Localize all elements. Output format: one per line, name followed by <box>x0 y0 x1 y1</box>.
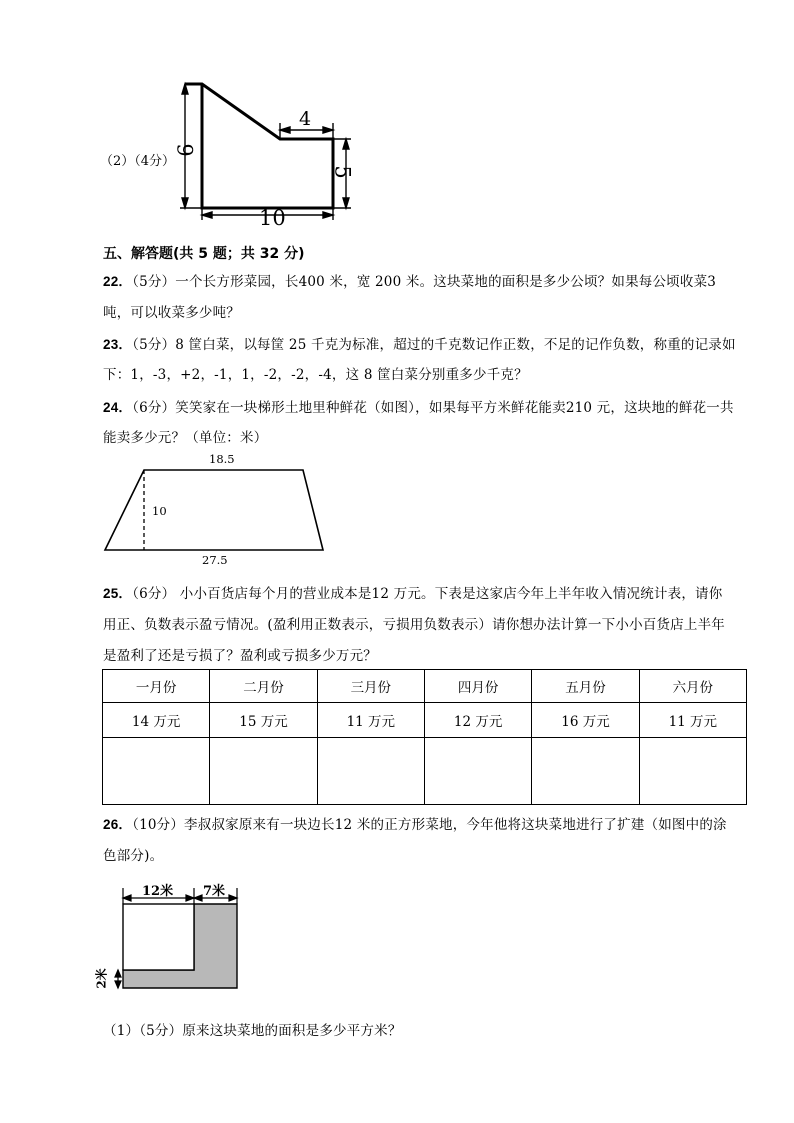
trapezoid-label-bottom: 27.5 <box>202 553 228 567</box>
q26-sub1: （1）（5分）原来这块菜地的面积是多少平方米？ <box>103 1023 402 1039</box>
q25-line2: 用正、负数表示盈亏情况。(盈利用正数表示，亏损用负数表示）请你想办法计算一下小小百货店上半年 <box>103 617 725 633</box>
table-cell-blank <box>317 738 424 805</box>
figure1-label-bottom: 10 <box>259 206 286 230</box>
figure1-caption: （2）（4分） <box>100 154 176 169</box>
table-cell-income: 11 万元 <box>639 703 746 738</box>
table-cell-blank <box>424 738 531 805</box>
figure1-label-right: 5 <box>330 165 355 179</box>
table-cell-income: 16 万元 <box>532 703 639 738</box>
table-cell-blank <box>639 738 746 805</box>
q26-text1: （10分）李叔叔家原来有一块边长12 米的正方形菜地，今年他将这块菜地进行了扩建（如图中的涂 <box>132 817 727 833</box>
q25-text1: （6分） 小小百货店每个月的营业成本是12 万元。下表是这家店今年上半年收入情况统计表，请你 <box>132 586 723 602</box>
garden-label-7: 7米 <box>203 884 226 899</box>
table-cell-month: 四月份 <box>424 670 531 703</box>
table-cell-month: 五月份 <box>532 670 639 703</box>
q24-text1: （6分）笑笑家在一块梯形土地里种鲜花（如图），如果每平方米鲜花能卖210 元，这块地的鲜花一共 <box>132 400 734 416</box>
q22-text1: （5分）一个长方形菜园，长400 米，宽 200 米。这块菜地的面积是多少公顷？如果每公顷收菜3 <box>132 274 717 290</box>
table-row-blank <box>103 738 747 805</box>
trapezoid-label-top: 18.5 <box>209 452 235 466</box>
q23-line1 <box>103 333 736 353</box>
trapezoid-figure <box>100 465 330 555</box>
income-table <box>102 669 747 805</box>
table-cell-blank <box>532 738 639 805</box>
q23-text1: （5分）8 筐白菜，以每筐 25 千克为标准，超过的千克数记作正数，不足的记作负数，称重的记录如 <box>132 337 736 353</box>
q22-line2: 吨，可以收菜多少吨？ <box>103 305 240 321</box>
q25-line1 <box>103 582 722 602</box>
q22-number: 22． <box>103 274 133 289</box>
trapezoid-label-height: 10 <box>152 504 167 518</box>
q25-line3: 是盈利了还是亏损了？盈利或亏损多少万元？ <box>103 648 377 664</box>
q25-number: 25． <box>103 586 133 601</box>
q23-number: 23． <box>103 337 133 352</box>
table-cell-month: 三月份 <box>317 670 424 703</box>
section-heading: 五、解答题(共 5 题；共 32 分) <box>103 246 305 262</box>
garden-label-2: 2米 <box>94 968 109 989</box>
table-cell-income: 15 万元 <box>210 703 317 738</box>
garden-label-12: 12米 <box>142 884 174 899</box>
table-cell-month: 二月份 <box>210 670 317 703</box>
q26-number: 26． <box>103 817 133 832</box>
q26-line2: 色部分)。 <box>103 848 164 864</box>
q24-line2: 能卖多少元？（单位：米） <box>103 430 268 446</box>
table-cell-blank <box>103 738 210 805</box>
table-cell-blank <box>210 738 317 805</box>
table-cell-month: 六月份 <box>639 670 746 703</box>
table-row-income <box>103 703 747 738</box>
figure1-outline <box>185 84 333 208</box>
garden-original-square <box>123 904 194 970</box>
table-cell-month: 一月份 <box>103 670 210 703</box>
figure1-label-top: 4 <box>299 108 312 130</box>
q24-line1 <box>103 396 734 416</box>
table-cell-income: 14 万元 <box>103 703 210 738</box>
q22-line1 <box>103 270 716 290</box>
figure1-label-left: 9 <box>172 143 197 157</box>
table-row-months <box>103 670 747 703</box>
q24-number: 24． <box>103 400 133 415</box>
table-cell-income: 12 万元 <box>424 703 531 738</box>
table-cell-income: 11 万元 <box>317 703 424 738</box>
trapezoid-shape <box>105 470 323 550</box>
q23-line2: 下：1，-3，+2，-1，1，-2，-2，-4，这 8 筐白菜分别重多少千克？ <box>103 367 528 383</box>
q26-line1 <box>103 813 727 833</box>
